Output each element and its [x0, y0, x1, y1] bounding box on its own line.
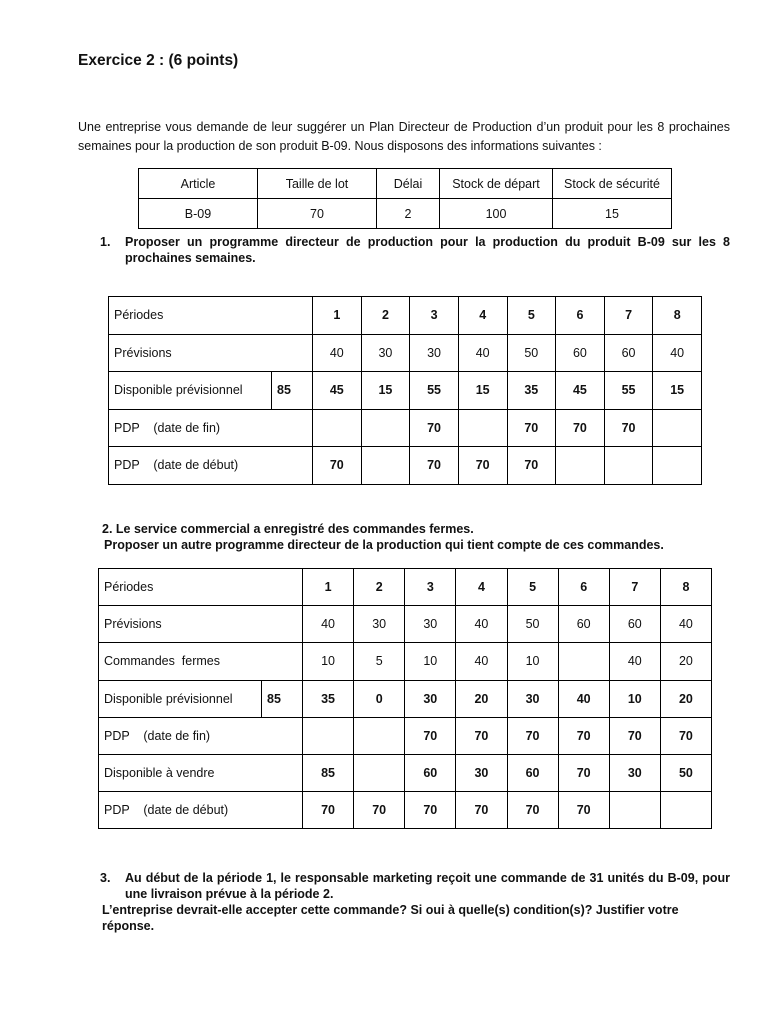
period-cell: 5: [507, 569, 558, 606]
header-delai: Délai: [377, 169, 440, 199]
question-1: [100, 234, 730, 266]
prevision-cell: 40: [458, 334, 507, 372]
table-row: [99, 643, 712, 680]
table-row: [109, 297, 702, 335]
header-stock-depart: Stock de départ: [440, 169, 553, 199]
question-1-number: 1.: [100, 235, 111, 249]
pdp-fin-cell: 70: [405, 717, 456, 754]
dispo-start-cell: 85: [262, 680, 303, 717]
row-label: Disponible à vendre: [99, 754, 303, 791]
prevision-cell: 30: [354, 606, 405, 643]
period-cell: 1: [303, 569, 354, 606]
pdp-debut-cell: 70: [458, 447, 507, 485]
dispo-cell: 30: [507, 680, 558, 717]
pdp-fin-cell: 70: [558, 717, 609, 754]
dav-cell: 50: [660, 754, 711, 791]
pdp-table-2: [98, 568, 712, 829]
row-label: PDP (date de fin): [99, 717, 303, 754]
row-label: PDP (date de fin): [109, 409, 313, 447]
prevision-cell: 40: [653, 334, 702, 372]
row-label: Périodes: [99, 569, 303, 606]
dispo-cell: 15: [361, 372, 410, 410]
prevision-cell: 30: [361, 334, 410, 372]
question-3-number: 3.: [100, 871, 111, 885]
prevision-cell: 30: [405, 606, 456, 643]
dispo-cell: 55: [604, 372, 653, 410]
info-table: [138, 168, 672, 229]
commande-cell: 20: [660, 643, 711, 680]
commande-cell: 10: [405, 643, 456, 680]
dispo-cell: 20: [456, 680, 507, 717]
cell-article: B-09: [139, 199, 258, 229]
header-taille-lot: Taille de lot: [258, 169, 377, 199]
cell-taille-lot: 70: [258, 199, 377, 229]
period-cell: 6: [558, 569, 609, 606]
dav-cell: [354, 754, 405, 791]
dispo-cell: 0: [354, 680, 405, 717]
question-3-text: Au début de la période 1, le responsable marketing reçoit une commande de 31 unités du B-09, pour une livraison prévue à la période 2.: [125, 871, 730, 901]
pdp-debut-cell: 70: [558, 792, 609, 829]
pdp-fin-cell: 70: [556, 409, 605, 447]
dispo-cell: 30: [405, 680, 456, 717]
period-cell: 5: [507, 297, 556, 335]
pdp-debut-cell: 70: [507, 792, 558, 829]
pdp-fin-cell: 70: [410, 409, 459, 447]
period-cell: 7: [604, 297, 653, 335]
period-cell: 2: [361, 297, 410, 335]
dav-cell: 85: [303, 754, 354, 791]
pdp-fin-cell: [303, 717, 354, 754]
pdp-debut-cell: [653, 447, 702, 485]
period-cell: 4: [458, 297, 507, 335]
dispo-cell: 15: [458, 372, 507, 410]
prevision-cell: 30: [410, 334, 459, 372]
pdp-fin-cell: [354, 717, 405, 754]
dispo-cell: 45: [556, 372, 605, 410]
pdp-fin-cell: 70: [660, 717, 711, 754]
pdp-debut-cell: 70: [313, 447, 362, 485]
question-2-line-1: 2. Le service commercial a enregistré des commandes fermes.: [102, 522, 474, 536]
pdp-debut-cell: [361, 447, 410, 485]
table-row: [109, 334, 702, 372]
period-cell: 1: [313, 297, 362, 335]
dispo-cell: 40: [558, 680, 609, 717]
table-row: [109, 372, 702, 410]
pdp-fin-cell: 70: [609, 717, 660, 754]
row-label: Disponible prévisionnel: [109, 372, 272, 410]
row-label: Commandes fermes: [99, 643, 303, 680]
commande-cell: 40: [609, 643, 660, 680]
prevision-cell: 60: [609, 606, 660, 643]
pdp-debut-cell: [604, 447, 653, 485]
period-cell: 8: [660, 569, 711, 606]
pdp-debut-cell: 70: [456, 792, 507, 829]
dav-cell: 60: [405, 754, 456, 791]
dav-cell: 30: [456, 754, 507, 791]
row-label: Prévisions: [109, 334, 313, 372]
prevision-cell: 50: [507, 334, 556, 372]
dispo-cell: 15: [653, 372, 702, 410]
period-cell: 8: [653, 297, 702, 335]
commande-cell: 40: [456, 643, 507, 680]
commande-cell: 10: [303, 643, 354, 680]
prevision-cell: 50: [507, 606, 558, 643]
info-data-row: [139, 199, 672, 229]
prevision-cell: 60: [558, 606, 609, 643]
table-row: [99, 754, 712, 791]
table-row: [99, 792, 712, 829]
dispo-cell: 35: [507, 372, 556, 410]
table-row: [99, 569, 712, 606]
period-cell: 2: [354, 569, 405, 606]
pdp-debut-cell: [556, 447, 605, 485]
pdp-debut-cell: 70: [410, 447, 459, 485]
row-label: Prévisions: [99, 606, 303, 643]
pdp-debut-cell: [609, 792, 660, 829]
pdp-fin-cell: [313, 409, 362, 447]
table-row: [99, 680, 712, 717]
prevision-cell: 40: [456, 606, 507, 643]
table-row: [99, 717, 712, 754]
dispo-cell: 10: [609, 680, 660, 717]
dispo-cell: 35: [303, 680, 354, 717]
period-cell: 7: [609, 569, 660, 606]
pdp-fin-cell: [361, 409, 410, 447]
pdp-debut-cell: [660, 792, 711, 829]
pdp-debut-cell: 70: [303, 792, 354, 829]
header-article: Article: [139, 169, 258, 199]
period-cell: 3: [405, 569, 456, 606]
question-1-text: Proposer un programme directeur de production pour la production du produit B-09 sur les 8 prochaines semaines.: [125, 235, 730, 265]
commande-cell: [558, 643, 609, 680]
header-stock-securite: Stock de sécurité: [553, 169, 672, 199]
question-2-line-2: Proposer un autre programme directeur de la production qui tient compte de ces commandes.: [104, 538, 664, 552]
dav-cell: 60: [507, 754, 558, 791]
pdp-fin-cell: 70: [604, 409, 653, 447]
question-3-line-2: L’entreprise devrait-elle accepter cette commande? Si oui à quelle(s) condition(s)? Justifier votre réponse.: [102, 903, 679, 933]
row-label: Périodes: [109, 297, 313, 335]
period-cell: 4: [456, 569, 507, 606]
pdp-table-1: [108, 296, 702, 485]
dav-cell: 70: [558, 754, 609, 791]
cell-stock-depart: 100: [440, 199, 553, 229]
pdp-debut-cell: 70: [354, 792, 405, 829]
exercise-title: Exercice 2 : (6 points): [78, 52, 239, 69]
question-2: [102, 521, 732, 553]
table-row: [109, 447, 702, 485]
prevision-cell: 40: [303, 606, 354, 643]
info-header-row: [139, 169, 672, 199]
table-row: [99, 606, 712, 643]
prevision-cell: 60: [604, 334, 653, 372]
prevision-cell: 40: [313, 334, 362, 372]
row-label: PDP (date de début): [99, 792, 303, 829]
pdp-fin-cell: 70: [456, 717, 507, 754]
intro-paragraph: Une entreprise vous demande de leur suggérer un Plan Directeur de Production d’un produit pour les 8 prochaines semaines pour la production de son produit B-09. Nous disposons des informations suivantes :: [78, 120, 730, 153]
dispo-start-cell: 85: [272, 372, 313, 410]
period-cell: 6: [556, 297, 605, 335]
commande-cell: 5: [354, 643, 405, 680]
dispo-cell: 20: [660, 680, 711, 717]
row-label: Disponible prévisionnel: [99, 680, 262, 717]
pdp-fin-cell: 70: [507, 717, 558, 754]
pdp-fin-cell: [458, 409, 507, 447]
pdp-debut-cell: 70: [507, 447, 556, 485]
dispo-cell: 45: [313, 372, 362, 410]
prevision-cell: 40: [660, 606, 711, 643]
pdp-debut-cell: 70: [405, 792, 456, 829]
pdp-fin-cell: [653, 409, 702, 447]
commande-cell: 10: [507, 643, 558, 680]
cell-stock-securite: 15: [553, 199, 672, 229]
dispo-cell: 55: [410, 372, 459, 410]
pdp-fin-cell: 70: [507, 409, 556, 447]
prevision-cell: 60: [556, 334, 605, 372]
question-3: [100, 870, 730, 934]
table-row: [109, 409, 702, 447]
row-label: PDP (date de début): [109, 447, 313, 485]
dav-cell: 30: [609, 754, 660, 791]
period-cell: 3: [410, 297, 459, 335]
cell-delai: 2: [377, 199, 440, 229]
